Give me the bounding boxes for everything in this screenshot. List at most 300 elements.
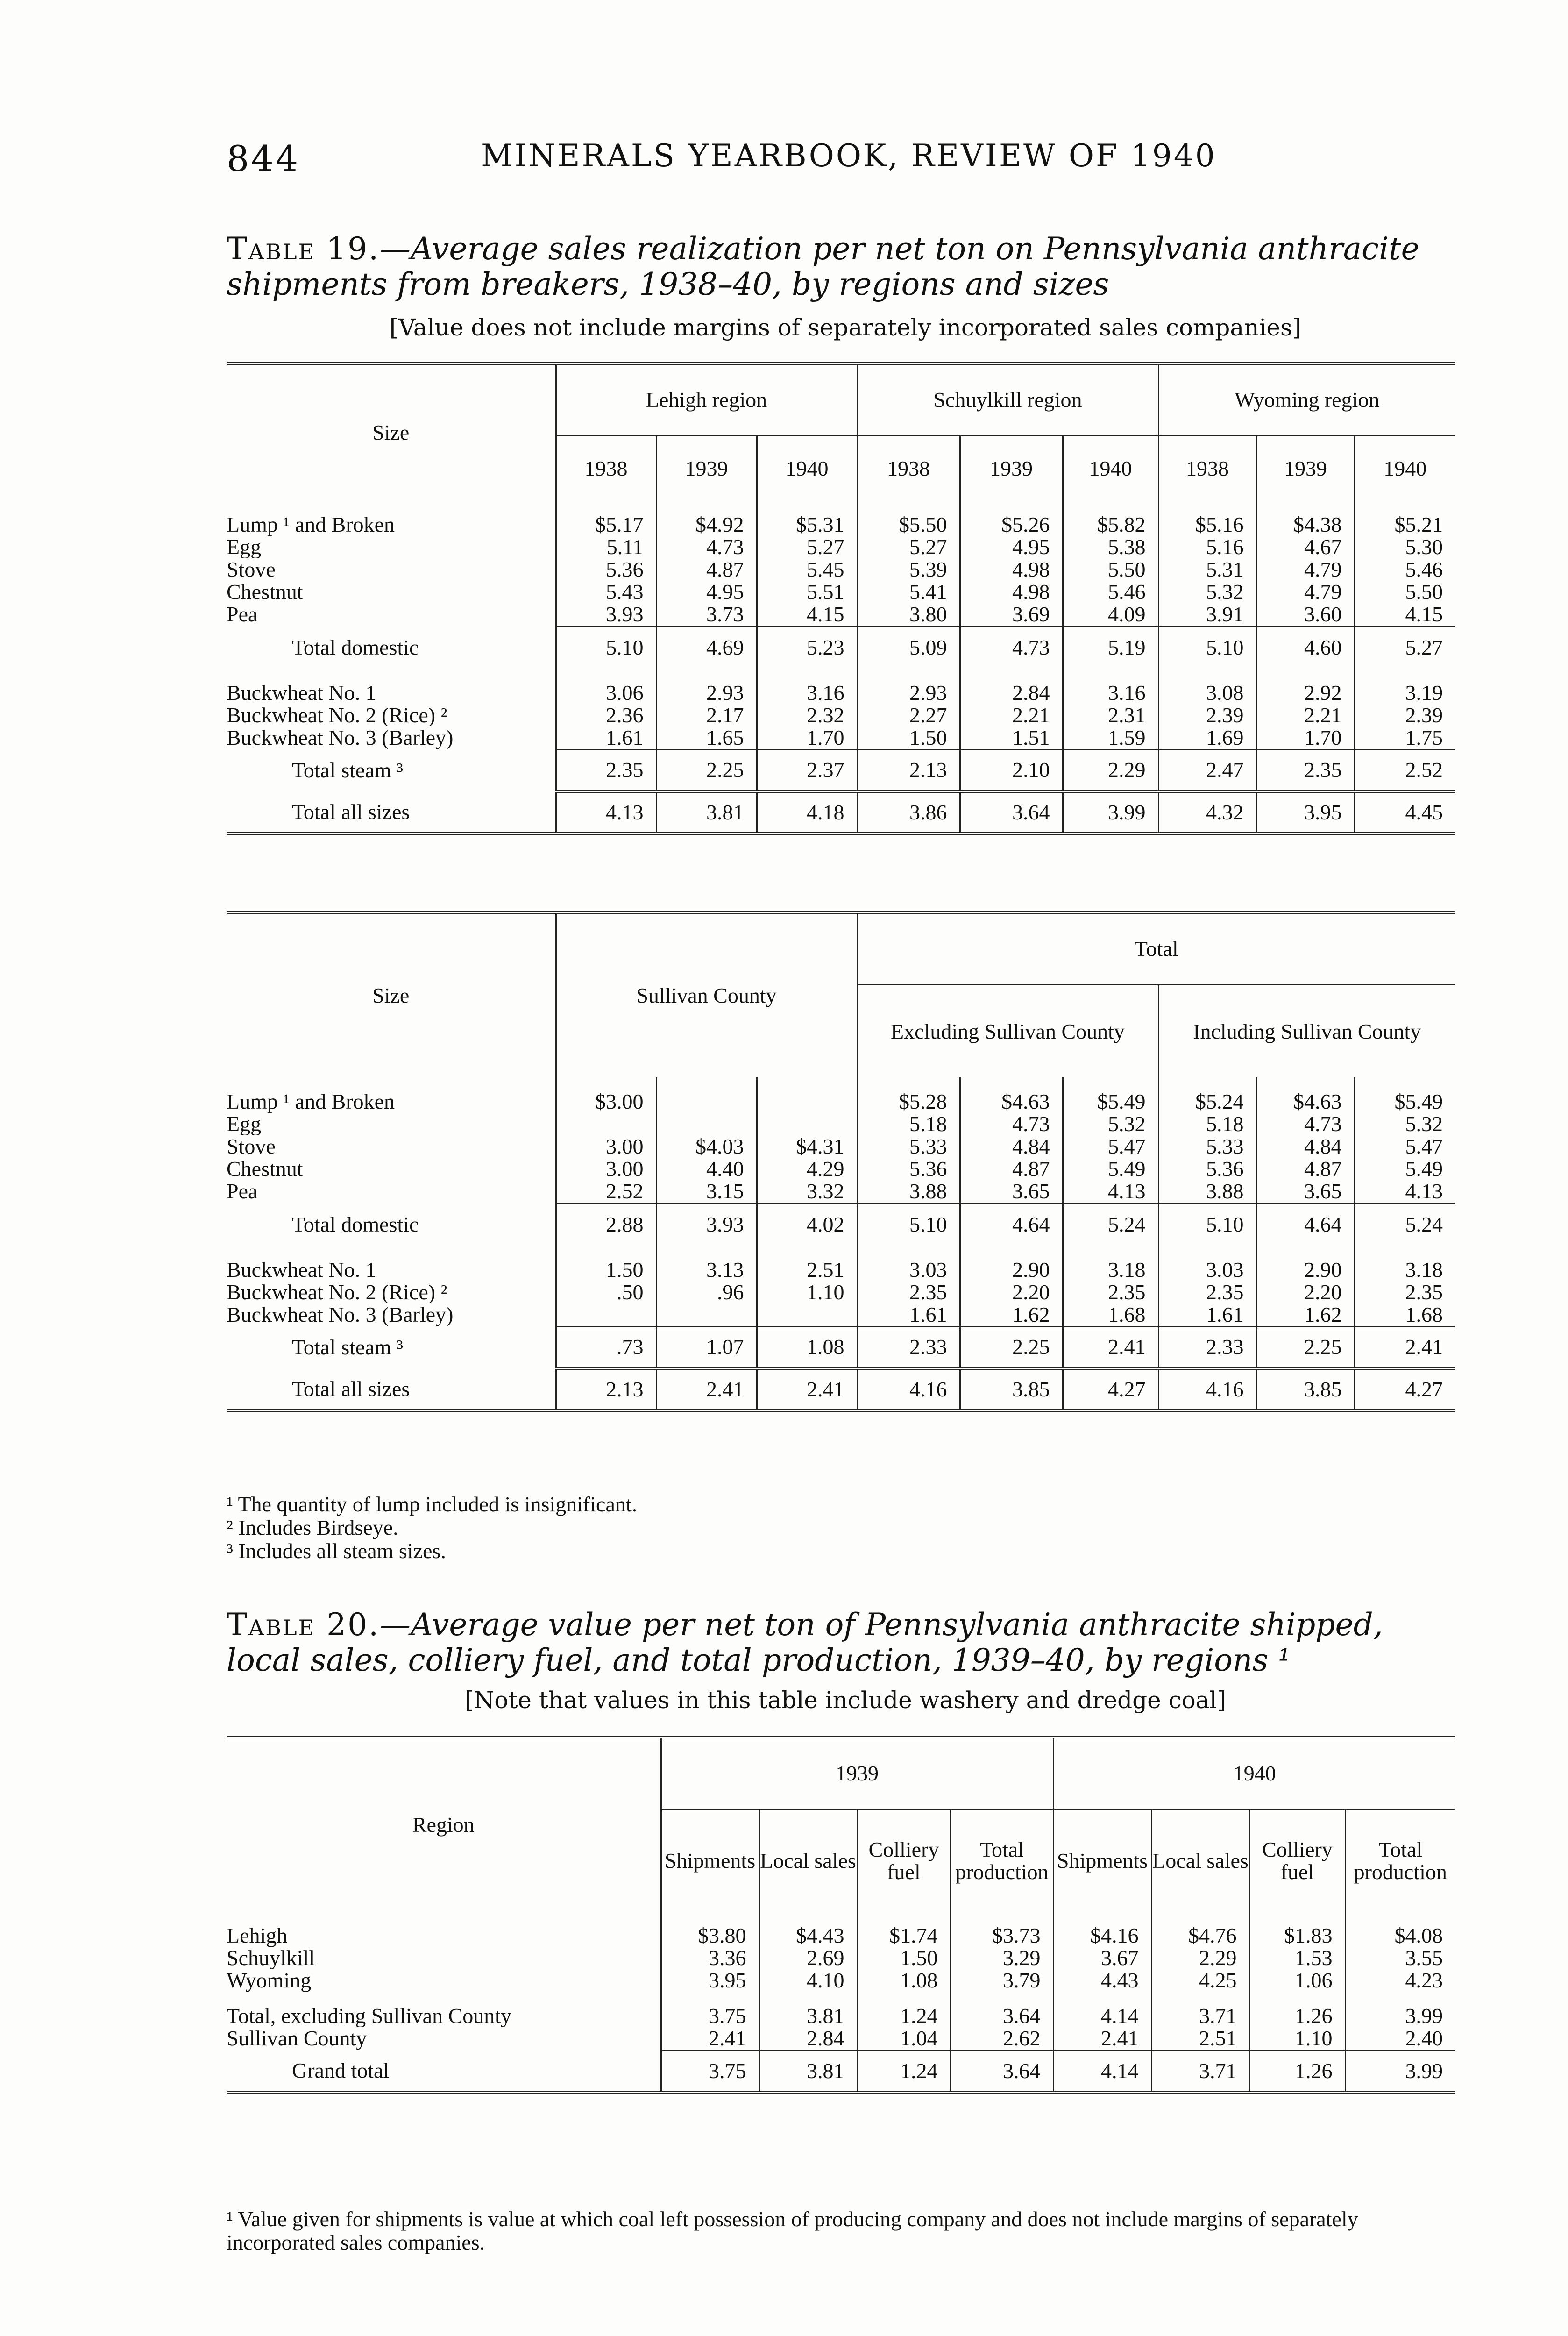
table-cell: 4.84 <box>1256 1135 1355 1158</box>
table-cell: 4.64 <box>1256 1204 1355 1246</box>
table-cell: $4.63 <box>1256 1090 1355 1113</box>
table-cell: .73 <box>556 1326 656 1368</box>
table-cell: 1.50 <box>857 726 960 750</box>
table-cell: 3.18 <box>1355 1259 1455 1281</box>
table-cell: 2.41 <box>661 2027 759 2051</box>
table-row <box>227 1158 1455 1180</box>
table-cell: 3.71 <box>1151 2005 1249 2027</box>
table-cell: 2.29 <box>1063 749 1158 791</box>
table-cell: 5.24 <box>1063 1204 1158 1246</box>
table-cell: 2.41 <box>1355 1326 1455 1368</box>
table-cell: 1.08 <box>857 1969 951 1992</box>
table-cell: 2.62 <box>951 2027 1053 2051</box>
page-number: 844 <box>227 138 300 179</box>
table-cell: $5.17 <box>556 513 656 536</box>
table-cell: 3.99 <box>1063 791 1158 833</box>
row-label: Lump ¹ and Broken <box>227 1090 395 1113</box>
table-row <box>227 704 1455 726</box>
table-cell: 1.06 <box>1249 1969 1345 1992</box>
table-cell: 3.93 <box>656 1204 757 1246</box>
table-cell: 2.21 <box>1256 704 1355 726</box>
table-cell: 1.75 <box>1355 726 1455 750</box>
table-cell: 5.10 <box>556 627 656 669</box>
table-cell: 5.10 <box>857 1204 960 1246</box>
row-label: Pea <box>227 603 258 626</box>
table-cell: 2.92 <box>1256 682 1355 704</box>
table-cell: 1.65 <box>656 726 757 750</box>
table-row <box>227 513 1455 536</box>
including-sullivan-header: Including Sullivan County <box>1158 985 1455 1078</box>
table-cell <box>556 1303 656 1327</box>
row-label: Pea <box>227 1180 258 1203</box>
year-header: 1939 <box>656 436 757 501</box>
table-cell: 4.73 <box>960 627 1063 669</box>
table-cell: 3.99 <box>1345 2051 1455 2093</box>
table-cell: 3.08 <box>1158 682 1256 704</box>
table-cell: 2.25 <box>960 1326 1063 1368</box>
row-label: Buckwheat No. 3 (Barley) <box>227 1303 454 1326</box>
table-row <box>227 682 1455 704</box>
table-cell: 3.64 <box>951 2005 1053 2027</box>
table-cell: 2.47 <box>1158 749 1256 791</box>
table-cell: 3.16 <box>1063 682 1158 704</box>
table-cell: $5.82 <box>1063 513 1158 536</box>
footnote: ² Includes Birdseye. <box>227 1516 398 1539</box>
table-cell <box>656 1113 757 1135</box>
row-label: Egg <box>227 536 262 558</box>
table-cell: 3.91 <box>1158 603 1256 627</box>
table-cell: 5.51 <box>757 581 857 603</box>
sullivan-county-header: Sullivan County <box>556 912 857 1077</box>
table-cell: 4.67 <box>1256 536 1355 558</box>
table-cell: 1.07 <box>656 1326 757 1368</box>
table-cell: 5.47 <box>1063 1135 1158 1158</box>
table-cell: 2.27 <box>857 704 960 726</box>
table19-part2 <box>227 911 1455 1412</box>
table-cell: 4.87 <box>1256 1158 1355 1180</box>
table-cell: 3.85 <box>1256 1368 1355 1410</box>
table-cell <box>656 1090 757 1113</box>
table20-label: Table 20. <box>227 1607 380 1643</box>
table-cell: 2.29 <box>1151 1947 1249 1969</box>
table-cell: 5.46 <box>1355 558 1455 581</box>
table-cell: 1.51 <box>960 726 1063 750</box>
table-cell: $3.00 <box>556 1090 656 1113</box>
table-cell: 4.15 <box>1355 603 1455 627</box>
table-cell: 4.16 <box>1158 1368 1256 1410</box>
table-cell: 2.39 <box>1158 704 1256 726</box>
table-cell: 1.10 <box>757 1281 857 1303</box>
table20 <box>227 1736 1455 2094</box>
table-cell: 3.73 <box>656 603 757 627</box>
row-label: Buckwheat No. 1 <box>227 1258 376 1281</box>
table-cell: 2.52 <box>556 1180 656 1204</box>
year-header: 1940 <box>757 436 857 501</box>
row-label: Grand total <box>227 2051 661 2093</box>
table-cell: 4.09 <box>1063 603 1158 627</box>
table-cell: 2.41 <box>1063 1326 1158 1368</box>
table-cell: 2.35 <box>1063 1281 1158 1303</box>
table-cell: 3.81 <box>656 791 757 833</box>
row-label: Lump ¹ and Broken <box>227 513 395 536</box>
table-cell: 4.79 <box>1256 581 1355 603</box>
table-cell: 4.98 <box>960 581 1063 603</box>
table-cell: 1.10 <box>1249 2027 1345 2051</box>
table-row <box>227 1113 1455 1135</box>
table-cell: 5.36 <box>556 558 656 581</box>
table-cell <box>757 1303 857 1327</box>
table-cell: 5.41 <box>857 581 960 603</box>
table-cell: 3.75 <box>661 2005 759 2027</box>
year-header: 1938 <box>857 436 960 501</box>
table-cell: $1.74 <box>857 1924 951 1947</box>
table-row <box>227 536 1455 558</box>
table-cell: 5.46 <box>1063 581 1158 603</box>
table-cell: 4.95 <box>656 581 757 603</box>
table-cell: 1.04 <box>857 2027 951 2051</box>
table-cell: $5.26 <box>960 513 1063 536</box>
table-cell: 4.27 <box>1063 1368 1158 1410</box>
table-cell: $4.31 <box>757 1135 857 1158</box>
table-cell: 3.95 <box>661 1969 759 1992</box>
table-cell: 4.87 <box>960 1158 1063 1180</box>
table-cell: 3.55 <box>1345 1947 1455 1969</box>
table-cell: 4.27 <box>1355 1368 1455 1410</box>
table-cell: $5.21 <box>1355 513 1455 536</box>
table-row <box>227 2005 1455 2027</box>
table-cell: 5.43 <box>556 581 656 603</box>
table-cell: 1.68 <box>1355 1303 1455 1327</box>
table-cell: $4.92 <box>656 513 757 536</box>
column-header: Shipments <box>661 1809 759 1912</box>
table-cell: 3.64 <box>960 791 1063 833</box>
table-row <box>227 1090 1455 1113</box>
table-cell: 2.13 <box>857 749 960 791</box>
table-cell: 4.73 <box>1256 1113 1355 1135</box>
table-cell: 5.36 <box>857 1158 960 1180</box>
table-cell: .50 <box>556 1281 656 1303</box>
table-cell: 4.87 <box>656 558 757 581</box>
table-cell: 4.18 <box>757 791 857 833</box>
table-cell: 3.81 <box>759 2005 857 2027</box>
year-header: 1939 <box>661 1737 1053 1809</box>
table-cell: 2.31 <box>1063 704 1158 726</box>
year-header: 1939 <box>960 436 1063 501</box>
table-cell: 5.31 <box>1158 558 1256 581</box>
table-row <box>227 1947 1455 1969</box>
excluding-sullivan-header: Excluding Sullivan County <box>857 985 1158 1078</box>
table19-label: Table 19. <box>227 231 380 267</box>
table-cell: 2.35 <box>1256 749 1355 791</box>
table-row <box>227 1326 1455 1368</box>
table-cell: 5.10 <box>1158 1204 1256 1246</box>
table-cell: 1.50 <box>857 1947 951 1969</box>
table-cell: 1.69 <box>1158 726 1256 750</box>
table-cell: 3.36 <box>661 1947 759 1969</box>
row-label: Total steam ³ <box>292 758 403 782</box>
table-cell: 2.84 <box>960 682 1063 704</box>
table-row <box>227 2027 1455 2051</box>
table-cell: 3.29 <box>951 1947 1053 1969</box>
table-cell: 2.37 <box>757 749 857 791</box>
table-cell: 1.70 <box>757 726 857 750</box>
table-cell: 4.13 <box>1355 1180 1455 1204</box>
table-cell: 4.29 <box>757 1158 857 1180</box>
table-cell: 3.65 <box>960 1180 1063 1204</box>
table-cell: $5.49 <box>1355 1090 1455 1113</box>
table-cell: 2.88 <box>556 1204 656 1246</box>
table-cell: 5.33 <box>857 1135 960 1158</box>
table-cell: 5.11 <box>556 536 656 558</box>
column-header: Shipments <box>1053 1809 1151 1912</box>
row-label: Sullivan County <box>227 2027 367 2050</box>
table19-caption <box>227 231 1464 302</box>
table-cell: $3.80 <box>661 1924 759 1947</box>
table-cell: 3.88 <box>857 1180 960 1204</box>
table-cell: 1.62 <box>960 1303 1063 1327</box>
table-cell: 5.27 <box>757 536 857 558</box>
table-row <box>227 1303 1455 1327</box>
table-cell: 5.38 <box>1063 536 1158 558</box>
row-label: Total domestic <box>292 1212 419 1236</box>
table-cell: $4.16 <box>1053 1924 1151 1947</box>
table-cell: 4.10 <box>759 1969 857 1992</box>
table-cell: 5.10 <box>1158 627 1256 669</box>
row-label: Total all sizes <box>227 791 556 833</box>
table-cell: 5.19 <box>1063 627 1158 669</box>
table-cell: 1.61 <box>556 726 656 750</box>
table-cell: 5.24 <box>1355 1204 1455 1246</box>
table-cell: 5.27 <box>1355 627 1455 669</box>
table-cell: 2.52 <box>1355 749 1455 791</box>
table-cell: 5.32 <box>1158 581 1256 603</box>
row-label: Chestnut <box>227 1158 303 1180</box>
table-cell: 4.60 <box>1256 627 1355 669</box>
table-cell: 4.14 <box>1053 2005 1151 2027</box>
table-row <box>227 558 1455 581</box>
table-cell: 1.26 <box>1249 2005 1345 2027</box>
table-row <box>227 581 1455 603</box>
table-cell: 4.32 <box>1158 791 1256 833</box>
row-label: Total steam ³ <box>292 1335 403 1359</box>
row-label: Lehigh <box>227 1924 288 1947</box>
year-header: 1938 <box>1158 436 1256 501</box>
table-row <box>227 1924 1455 1947</box>
table19-footnotes <box>227 1493 927 1563</box>
stub-header: Size <box>227 912 556 1077</box>
year-header: 1940 <box>1063 436 1158 501</box>
table-cell: 3.64 <box>951 2051 1053 2093</box>
table-cell: 2.35 <box>1355 1281 1455 1303</box>
column-header: Colliery fuel <box>857 1809 951 1912</box>
table-cell: 3.65 <box>1256 1180 1355 1204</box>
table-cell: 3.03 <box>1158 1259 1256 1281</box>
table-cell: 4.15 <box>757 603 857 627</box>
table-cell: 4.45 <box>1355 791 1455 833</box>
table-cell: 3.15 <box>656 1180 757 1204</box>
table-cell: 3.79 <box>951 1969 1053 1992</box>
column-header: Local sales <box>1151 1809 1249 1912</box>
table-cell: $5.50 <box>857 513 960 536</box>
table-cell: 4.13 <box>556 791 656 833</box>
table-row <box>227 1259 1455 1281</box>
table-cell: $5.31 <box>757 513 857 536</box>
table-cell: 3.32 <box>757 1180 857 1204</box>
row-label: Stove <box>227 558 276 581</box>
table-row <box>227 791 1455 833</box>
table-cell: 3.03 <box>857 1259 960 1281</box>
running-title: MINERALS YEARBOOK, REVIEW OF 1940 <box>481 138 1217 174</box>
table20-note: [Note that values in this table include washery and dredge coal] <box>464 1687 1227 1714</box>
table-cell: 3.71 <box>1151 2051 1249 2093</box>
row-label: Buckwheat No. 3 (Barley) <box>227 726 454 749</box>
table-cell: 5.23 <box>757 627 857 669</box>
table-cell: 3.88 <box>1158 1180 1256 1204</box>
table-cell: 3.67 <box>1053 1947 1151 1969</box>
table-cell: 3.19 <box>1355 682 1455 704</box>
table-cell: $5.24 <box>1158 1090 1256 1113</box>
table-cell: 5.50 <box>1063 558 1158 581</box>
table-cell: 3.13 <box>656 1259 757 1281</box>
row-label: Total domestic <box>292 635 419 659</box>
table20-caption <box>227 1607 1464 1678</box>
table-cell: 5.18 <box>857 1113 960 1135</box>
table-cell: $1.83 <box>1249 1924 1345 1947</box>
region-header: Wyoming region <box>1158 363 1455 436</box>
table-cell: 5.18 <box>1158 1113 1256 1135</box>
table-cell: 5.32 <box>1063 1113 1158 1135</box>
table-row <box>227 1368 1455 1410</box>
table19-title: —Average sales realization per net ton on Pennsylvania anthracite shipments from breakers, 1938–40, by regions and sizes <box>227 231 1419 302</box>
table-cell: 4.25 <box>1151 1969 1249 1992</box>
table-cell: 1.68 <box>1063 1303 1158 1327</box>
table-cell: 3.06 <box>556 682 656 704</box>
table-cell: 3.00 <box>556 1158 656 1180</box>
row-label: Buckwheat No. 2 (Rice) ² <box>227 704 447 726</box>
row-label: Chestnut <box>227 581 303 603</box>
table-cell <box>757 1113 857 1135</box>
table-cell: 2.35 <box>556 749 656 791</box>
table-cell: 3.18 <box>1063 1259 1158 1281</box>
table-row <box>227 1281 1455 1303</box>
table-cell: 2.25 <box>1256 1326 1355 1368</box>
table-cell: 4.23 <box>1345 1969 1455 1992</box>
table-cell: 3.80 <box>857 603 960 627</box>
table-cell: 2.40 <box>1345 2027 1455 2051</box>
table-cell: 3.00 <box>556 1135 656 1158</box>
table-cell: 1.50 <box>556 1259 656 1281</box>
table-row <box>227 726 1455 750</box>
table-cell: 2.20 <box>960 1281 1063 1303</box>
table-cell: 2.51 <box>757 1259 857 1281</box>
table-cell: 2.90 <box>1256 1259 1355 1281</box>
table-cell: 4.43 <box>1053 1969 1151 1992</box>
column-header: Colliery fuel <box>1249 1809 1345 1912</box>
table-cell <box>656 1303 757 1327</box>
table-cell: 5.39 <box>857 558 960 581</box>
table-cell: $4.63 <box>960 1090 1063 1113</box>
table-cell: $4.76 <box>1151 1924 1249 1947</box>
footnote: ³ Includes all steam sizes. <box>227 1539 446 1563</box>
table-cell: $3.73 <box>951 1924 1053 1947</box>
table-cell: 2.10 <box>960 749 1063 791</box>
table-cell: 4.98 <box>960 558 1063 581</box>
table-cell: 1.08 <box>757 1326 857 1368</box>
table20-title: —Average value per net ton of Pennsylvania anthracite shipped, local sales, colliery fuel, and total production, 1939–40, by regions ¹ <box>227 1607 1383 1678</box>
table-cell: 3.99 <box>1345 2005 1455 2027</box>
row-label: Total, excluding Sullivan County <box>227 2005 512 2027</box>
table-cell: 4.16 <box>857 1368 960 1410</box>
row-label: Buckwheat No. 2 (Rice) ² <box>227 1281 447 1303</box>
table-cell: 1.70 <box>1256 726 1355 750</box>
row-label: Schuylkill <box>227 1947 315 1969</box>
table19-part1-body <box>227 500 1455 833</box>
table-cell: 4.13 <box>1063 1180 1158 1204</box>
year-header: 1939 <box>1256 436 1355 501</box>
table-cell: 5.16 <box>1158 536 1256 558</box>
year-header: 1938 <box>556 436 656 501</box>
table-cell: 5.45 <box>757 558 857 581</box>
table-cell: 5.32 <box>1355 1113 1455 1135</box>
table-cell: 2.32 <box>757 704 857 726</box>
table19-note: [Value does not include margins of separately incorporated sales companies] <box>389 314 1302 341</box>
row-label: Total all sizes <box>227 1368 556 1410</box>
table-cell: 5.33 <box>1158 1135 1256 1158</box>
table-cell: 5.49 <box>1063 1158 1158 1180</box>
table-row <box>227 1180 1455 1204</box>
table-cell: 4.02 <box>757 1204 857 1246</box>
table-cell: 3.16 <box>757 682 857 704</box>
table-cell: 4.69 <box>656 627 757 669</box>
footnote: ¹ The quantity of lump included is insignificant. <box>227 1492 638 1516</box>
row-label: Wyoming <box>227 1969 312 1992</box>
table-cell: 4.64 <box>960 1204 1063 1246</box>
stub-header: Size <box>227 363 556 500</box>
table-cell: 2.33 <box>1158 1326 1256 1368</box>
table-cell: 3.69 <box>960 603 1063 627</box>
table-cell: 2.13 <box>556 1368 656 1410</box>
table-cell: .96 <box>656 1281 757 1303</box>
table-cell: $4.08 <box>1345 1924 1455 1947</box>
table-cell <box>556 1113 656 1135</box>
table-cell: 5.27 <box>857 536 960 558</box>
table-cell: 3.75 <box>661 2051 759 2093</box>
total-header: Total <box>857 912 1455 985</box>
table-cell: 2.69 <box>759 1947 857 1969</box>
region-header: Lehigh region <box>556 363 857 436</box>
table-cell: 4.73 <box>960 1113 1063 1135</box>
table-cell: 3.60 <box>1256 603 1355 627</box>
table-cell: 2.17 <box>656 704 757 726</box>
table-cell: 2.39 <box>1355 704 1455 726</box>
table20-body <box>227 1911 1455 2093</box>
table-row <box>227 1135 1455 1158</box>
table-cell: 2.51 <box>1151 2027 1249 2051</box>
table-cell: 5.09 <box>857 627 960 669</box>
table-cell: 5.49 <box>1355 1158 1455 1180</box>
region-stub-header: Region <box>227 1737 661 1911</box>
table-cell: 1.61 <box>857 1303 960 1327</box>
table-row <box>227 1969 1455 1992</box>
year-header: 1940 <box>1355 436 1455 501</box>
table-cell: 1.53 <box>1249 1947 1345 1969</box>
table-cell: 4.73 <box>656 536 757 558</box>
table-cell: 5.30 <box>1355 536 1455 558</box>
table-cell: 3.93 <box>556 603 656 627</box>
table-cell: 2.36 <box>556 704 656 726</box>
table-cell: 5.47 <box>1355 1135 1455 1158</box>
table-cell: 1.59 <box>1063 726 1158 750</box>
